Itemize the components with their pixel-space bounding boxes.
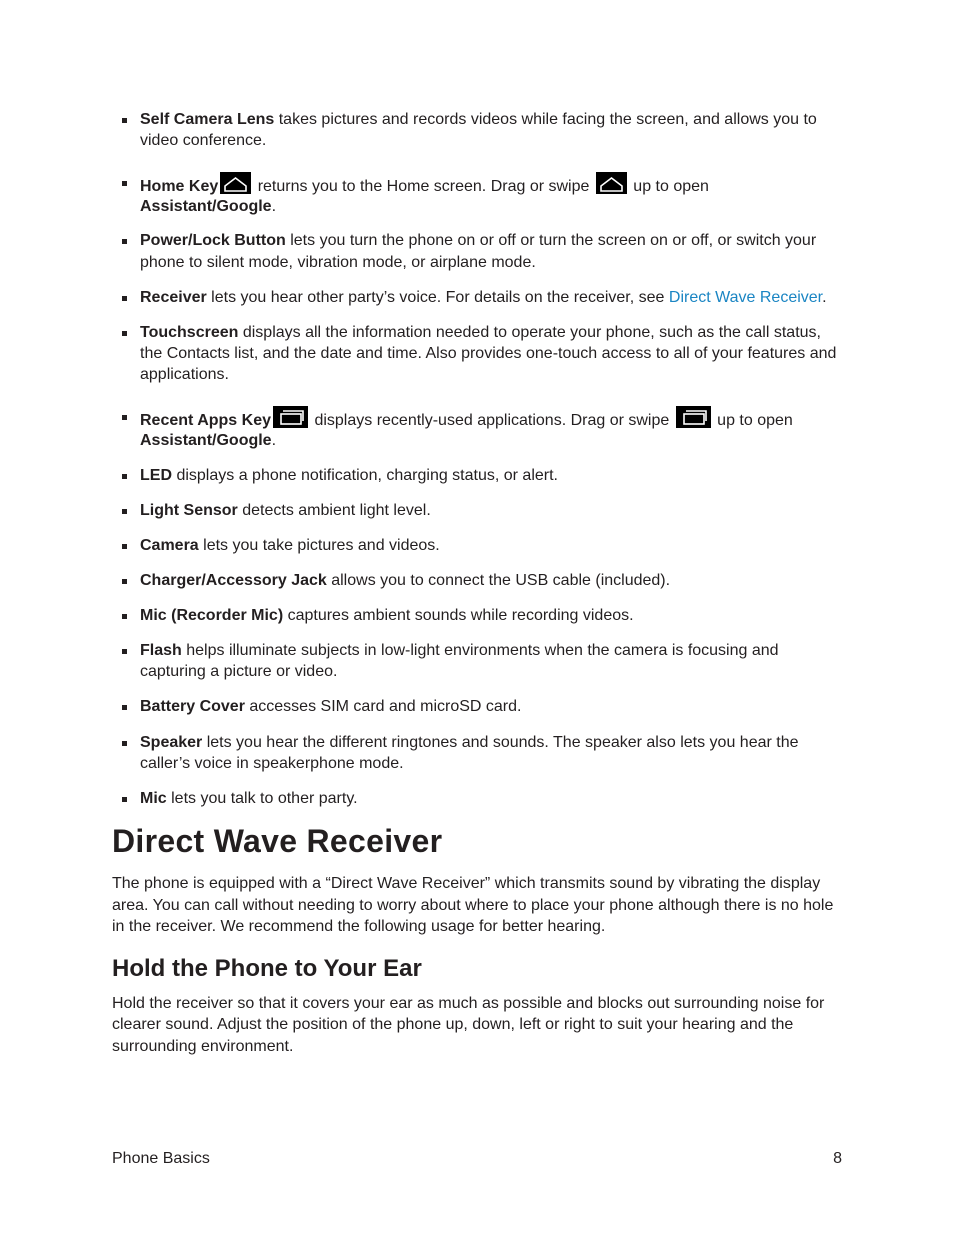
punctuation: . (822, 288, 827, 306)
bullet-icon (122, 741, 127, 746)
chapter-name: Phone Basics (112, 1150, 210, 1167)
list-item (112, 406, 842, 451)
description: helps illuminate subjects in low-light environments when the camera is focusing and capturing a picture or video. (140, 642, 779, 681)
term: Home Key (140, 177, 219, 195)
description: lets you talk to other party. (166, 789, 358, 807)
page-content (112, 109, 842, 1057)
recent-apps-key-icon (273, 406, 308, 428)
recent-apps-key-icon (676, 406, 711, 428)
description: displays recently-used applications. Drag or swipe (310, 411, 674, 429)
term: Assistant/Google (140, 431, 272, 449)
list-item (112, 172, 842, 217)
punctuation: . (271, 431, 277, 449)
term: Flash (140, 642, 182, 660)
description: displays all the information needed to operate your phone, such as the call status, the Contacts list, and the date and time. Also provides one-touch access to all of your features and applications. (140, 323, 837, 384)
term: LED (140, 466, 172, 484)
term: Mic (Recorder Mic) (140, 606, 284, 624)
term: Recent Apps Key (140, 411, 271, 429)
list-item (112, 788, 842, 809)
description: accesses SIM card and microSD card. (244, 698, 522, 716)
list-item (112, 535, 842, 556)
feature-list (112, 109, 842, 809)
description: up to open (628, 177, 709, 195)
bullet-icon (122, 474, 127, 479)
home-key-icon (220, 172, 251, 194)
term: Speaker (140, 733, 203, 751)
bullet-icon (122, 614, 127, 619)
list-item (112, 570, 842, 591)
term: Light Sensor (140, 501, 238, 519)
page-number: 8 (833, 1150, 842, 1167)
page-footer (112, 1150, 842, 1168)
description: lets you hear other party’s voice. For details on the receiver, see (206, 288, 669, 306)
term: Touchscreen (140, 323, 239, 341)
bullet-icon (122, 118, 127, 123)
bullet-icon (122, 509, 127, 514)
term: Receiver (140, 288, 207, 306)
bullet-icon (122, 705, 127, 710)
subsection-text: Hold the receiver so that it covers your ear as much as possible and blocks out surrounding noise for clearer sound. Adjust the position of the phone up, down, left or right to suit your hearing and the surrounding environment. (112, 995, 825, 1055)
bullet-icon (122, 579, 127, 584)
description: lets you turn the phone on or off or turn the screen on or off, or switch your phone to silent mode, vibration mode, or airplane mode. (140, 232, 817, 271)
description: allows you to connect the USB cable (included). (326, 571, 671, 589)
list-item (112, 696, 842, 717)
home-key-icon (596, 172, 627, 194)
description: captures ambient sounds while recording videos. (283, 606, 634, 624)
term: Self Camera Lens (140, 111, 275, 128)
bullet-icon (122, 331, 127, 336)
list-item (112, 465, 842, 486)
list-item (112, 500, 842, 521)
term: Charger/Accessory Jack (140, 571, 327, 589)
list-item (112, 322, 842, 386)
punctuation: . (271, 197, 277, 215)
bullet-icon (122, 296, 127, 301)
list-item (112, 732, 842, 775)
list-item (112, 287, 842, 308)
term: Assistant/Google (140, 197, 272, 215)
bullet-icon (122, 797, 127, 802)
description: lets you hear the different ringtones and sounds. The speaker also lets you hear the caller’s voice in speakerphone mode. (140, 733, 799, 772)
term: Camera (140, 536, 199, 554)
term: Power/Lock Button (140, 232, 286, 250)
description: displays a phone notification, charging status, or alert. (172, 466, 558, 484)
bullet-icon (122, 239, 127, 244)
description: detects ambient light level. (237, 501, 431, 519)
description: takes pictures and records videos while facing the screen, and allows you to video conference. (140, 111, 817, 150)
bullet-icon (122, 181, 127, 186)
list-item (112, 230, 842, 273)
subsection-title: Hold the Phone to Your Ear (112, 955, 422, 983)
section-intro: The phone is equipped with a “Direct Wave Receiver” which transmits sound by vibrating the display area. You can call without needing to worry about where to place your phone although there is no hole in the receiver. We recommend the following usage for better hearing. (112, 875, 834, 935)
description: lets you take pictures and videos. (198, 536, 440, 554)
description: up to open (712, 411, 793, 429)
direct-wave-receiver-link[interactable]: Direct Wave Receiver (668, 288, 823, 306)
bullet-icon (122, 544, 127, 549)
list-item (112, 640, 842, 683)
term: Battery Cover (140, 698, 245, 716)
bullet-icon (122, 415, 127, 420)
list-item (112, 605, 842, 626)
description: returns you to the Home screen. Drag or swipe (253, 177, 594, 195)
list-item (112, 109, 842, 152)
bullet-icon (122, 649, 127, 654)
term: Mic (140, 789, 167, 807)
section-title: Direct Wave Receiver (112, 823, 443, 860)
